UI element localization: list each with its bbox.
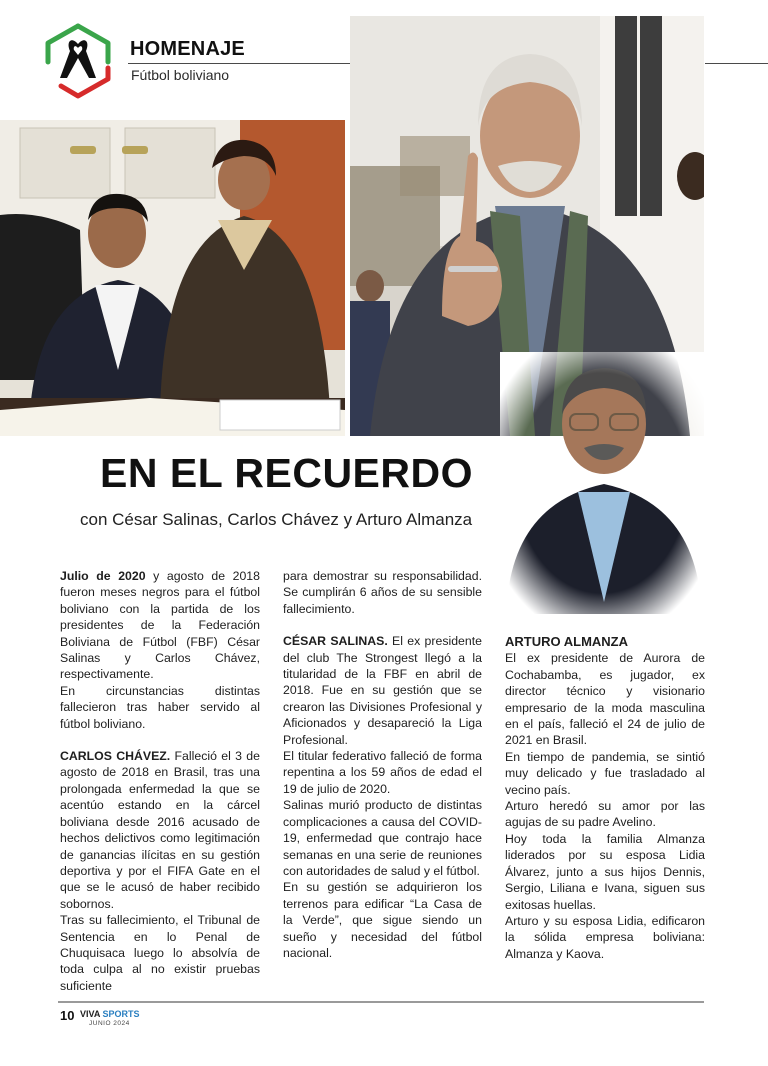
paragraph: Arturo heredó su amor por las agujas de su padre Avelino.	[505, 799, 705, 830]
paragraph: Arturo y su esposa Lidia, edificaron la sólida empresa boliviana: Almanza y Kaova.	[505, 913, 705, 961]
paragraph: En circunstancias distintas fallecieron tras haber servido al fútbol boliviano.	[60, 683, 260, 731]
photo-almanza	[500, 352, 704, 614]
page-number: 10	[60, 1008, 75, 1023]
salinas-text: El ex presidente del club The Strongest llegó a la titularidad de la FBF en abril de 2018. Fue en su gestión que se crearon las Divisiones Profesional y Aficionados y desapareció la Liga Profesional.	[283, 634, 482, 747]
paragraph: En su gestión se adquirieron los terrenos para edificar “La Casa de la Verde”, que sigue siendo un sueño y necesidad del fútbol nacional.	[283, 880, 482, 960]
footer-rule	[58, 1001, 704, 1003]
section-title: HOMENAJE	[130, 38, 245, 60]
paragraph: Tras su fallecimiento, el Tribunal de Sentencia en lo Penal de Chuquisaca luego lo absolvía de toda culpa al no existir pruebas suficiente	[60, 913, 260, 993]
issue-date: JUNIO 2024	[89, 1020, 130, 1027]
section-badge	[44, 22, 112, 100]
header-rule-right	[705, 63, 768, 64]
intro-paragraph	[60, 568, 260, 683]
chavez-paragraph	[60, 748, 260, 912]
magazine-brand	[80, 1009, 140, 1019]
article-column-3	[505, 634, 705, 962]
paragraph: para demostrar su responsabilidad. Se cumplirán 6 años de su sensible fallecimiento.	[283, 569, 482, 616]
article-column-1	[60, 568, 260, 994]
paragraph: En tiempo de pandemia, se sintió muy delicado y fue trasladado al vecino país.	[505, 749, 705, 797]
paragraph: Hoy toda la familia Almanza liderados por su esposa Lidia Álvarez, junto a sus hijos Dennis, Sergio, Liliana e Ivana, siguen sus exitosas huellas.	[505, 831, 705, 912]
almanza-subhead: ARTURO ALMANZA	[505, 634, 628, 649]
salinas-lead: CÉSAR SALINAS.	[283, 634, 388, 649]
intro-text: y agosto de 2018 fueron meses negros para el fútbol boliviano con la partida de los presidentes de la Federación Boliviana de Fútbol (FBF) César Salinas y Carlos Chávez, respectivamente.	[60, 569, 260, 682]
section-subtitle: Fútbol boliviano	[131, 67, 230, 83]
article-column-2	[283, 568, 482, 961]
paragraph: Salinas murió producto de distintas complicaciones a causa del COVID-19, enfermedad que contrajo hace semanas en una serie de reuniones con autoridades de salud y el fútbol.	[283, 798, 482, 878]
paragraph: El titular federativo falleció de forma repentina a los 59 años de edad el 19 de julio de 2020.	[283, 749, 482, 796]
salinas-paragraph	[283, 633, 482, 748]
brand-sports: SPORTS	[102, 1009, 140, 1019]
intro-lead: Julio de 2020	[60, 569, 146, 583]
headline: EN EL RECUERDO	[100, 450, 474, 496]
mourning-ribbon-icon	[60, 40, 96, 78]
photo-chavez-office	[0, 120, 345, 436]
chavez-text: Falleció el 3 de agosto de 2018 en Brasil, tras una prolongada enfermedad la que se acentúo estando en la cárcel boliviana desde 2016 acusado de hechos delictivos como legitimación de ganancias ilícitas en su gestión deportiva y por el FIFA Gate en el que se le acusó de haber recibido sobornos.	[60, 749, 260, 911]
subheadline: con César Salinas, Carlos Chávez y Arturo Almanza	[80, 510, 473, 529]
header-rule	[128, 63, 350, 64]
brand-viva: VIVA	[80, 1009, 103, 1019]
paragraph: El ex presidente de Aurora de Cochabamba, es jugador, ex director técnico y visionario empresario de la moda masculina en el país, falleció el 24 de julio de 2021 en Brasil.	[505, 651, 705, 748]
chavez-lead: CARLOS CHÁVEZ.	[60, 749, 171, 764]
